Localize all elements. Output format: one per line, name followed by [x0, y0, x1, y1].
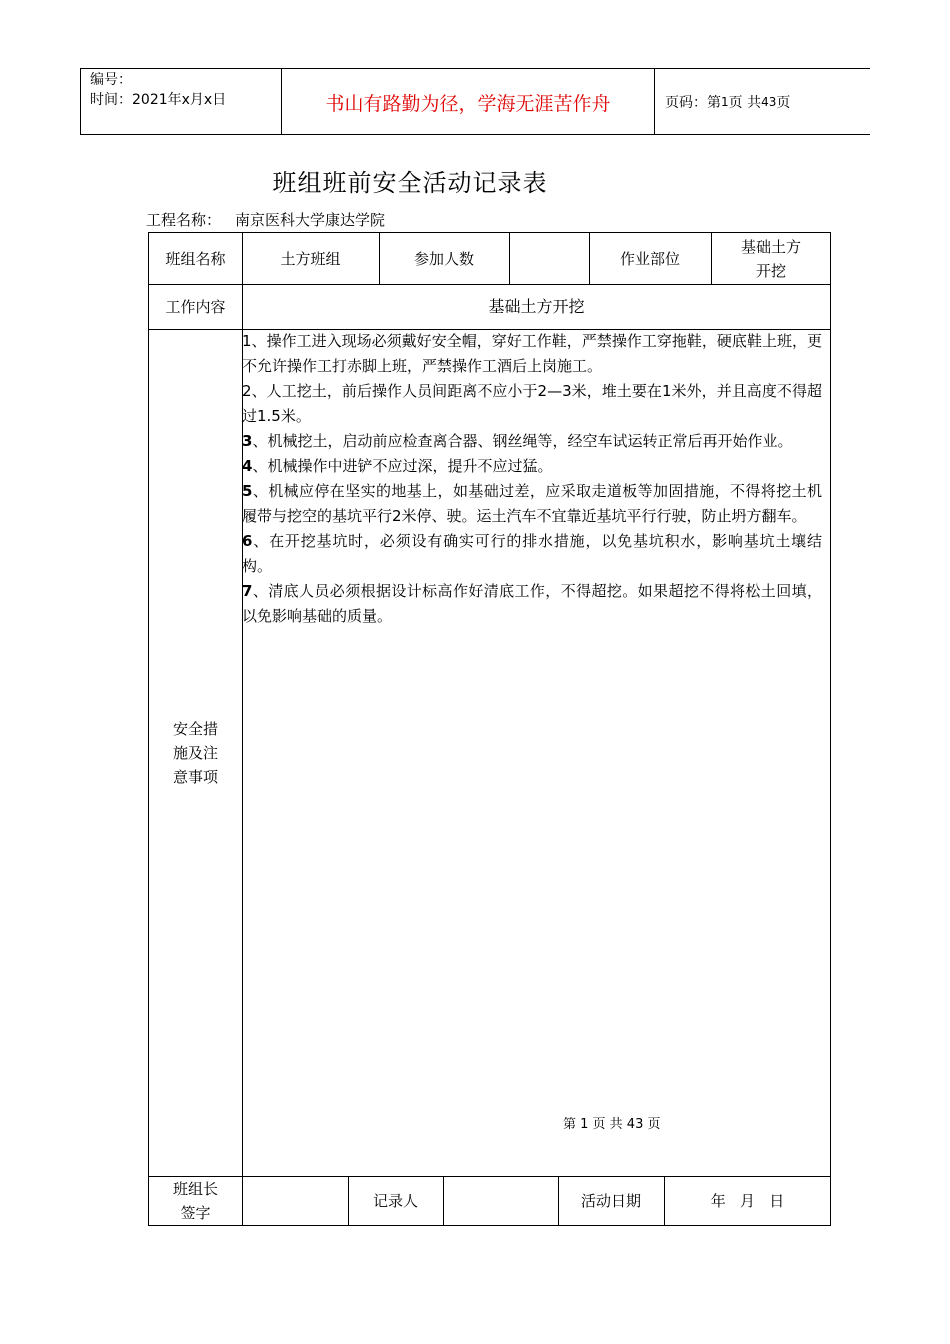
work-location-value: 基础土方开挖 — [741, 237, 802, 280]
motto: 书山有路勤为径，学海无涯苦作舟 — [282, 69, 655, 134]
participants-value — [509, 233, 589, 284]
team-name-value: 土方班组 — [280, 249, 341, 268]
list-item: 2、人工挖土，前后操作人员间距离不应小于2—3米，堆土要在1米外，并且高度不得超过1.5米。 — [242, 382, 822, 425]
safety-label: 安全措施及注意事项 — [172, 719, 218, 786]
recorder-label: 记录人 — [372, 1192, 418, 1210]
activity-date-value[interactable]: 年 月 日 — [710, 1192, 785, 1210]
team-name-label: 班组名称 — [165, 249, 226, 268]
list-item: 6、在开挖基坑时，必须设有确实可行的排水措施，以免基坑积水，影响基坑土壤结构。 — [242, 532, 822, 575]
safety-measures-list — [242, 329, 822, 629]
recorder-field[interactable] — [443, 1176, 558, 1226]
page-indicator — [655, 69, 870, 134]
page-suffix: 页 — [776, 94, 791, 111]
list-item: 5、机械应停在坚实的地基上，如基础过差，应采取走道板等加固措施，不得将挖土机履带与挖空的基坑平行2米停、驶。运土汽车不宜靠近基坑平行行驶，防止坍方翻车。 — [242, 482, 822, 525]
activity-date-label: 活动日期 — [580, 1192, 641, 1210]
page-prefix: 页码：第 — [665, 94, 721, 111]
list-item: 4、机械操作中进铲不应过深，提升不应过猛。 — [242, 457, 553, 475]
time-label: 时间：2021年x月x日 — [90, 92, 227, 108]
list-item: 3、机械挖土，启动前应检查离合器、钢丝绳等，经空车试运转正常后再开始作业。 — [242, 432, 793, 450]
work-location-label: 作业部位 — [619, 249, 680, 268]
record-table — [148, 232, 831, 1226]
page-total: 43 — [761, 94, 777, 109]
page-title: 班组班前安全活动记录表 — [272, 169, 548, 197]
project-line — [146, 209, 385, 230]
participants-label: 参加人数 — [413, 249, 474, 268]
list-item: 1、操作工进入现场必须戴好安全帽，穿好工作鞋，严禁操作工穿拖鞋，硬底鞋上班，更不允许操作工打赤脚上班，严禁操作工酒后上岗施工。 — [242, 332, 822, 375]
project-name: 南京医科大学康达学院 — [235, 211, 386, 229]
page-number: 1 — [721, 94, 729, 109]
leader-sign-label: 班组长签字 — [172, 1180, 218, 1222]
document-header — [80, 68, 870, 135]
project-label: 工程名称： — [146, 211, 222, 229]
list-item: 7、清底人员必须根据设计标高作好清底工作，不得超挖。如果超挖不得将松土回填，以免影响基础的质量。 — [242, 582, 822, 625]
header-info — [81, 69, 282, 134]
leader-sign-field[interactable] — [242, 1176, 348, 1226]
page-mid: 页 共 — [728, 94, 762, 111]
work-content-label: 工作内容 — [165, 297, 226, 316]
number-label: 编号： — [90, 72, 132, 88]
work-content-value: 基础土方开挖 — [488, 296, 585, 316]
page-footer: 第 1 页 共 43 页 — [563, 1117, 661, 1132]
